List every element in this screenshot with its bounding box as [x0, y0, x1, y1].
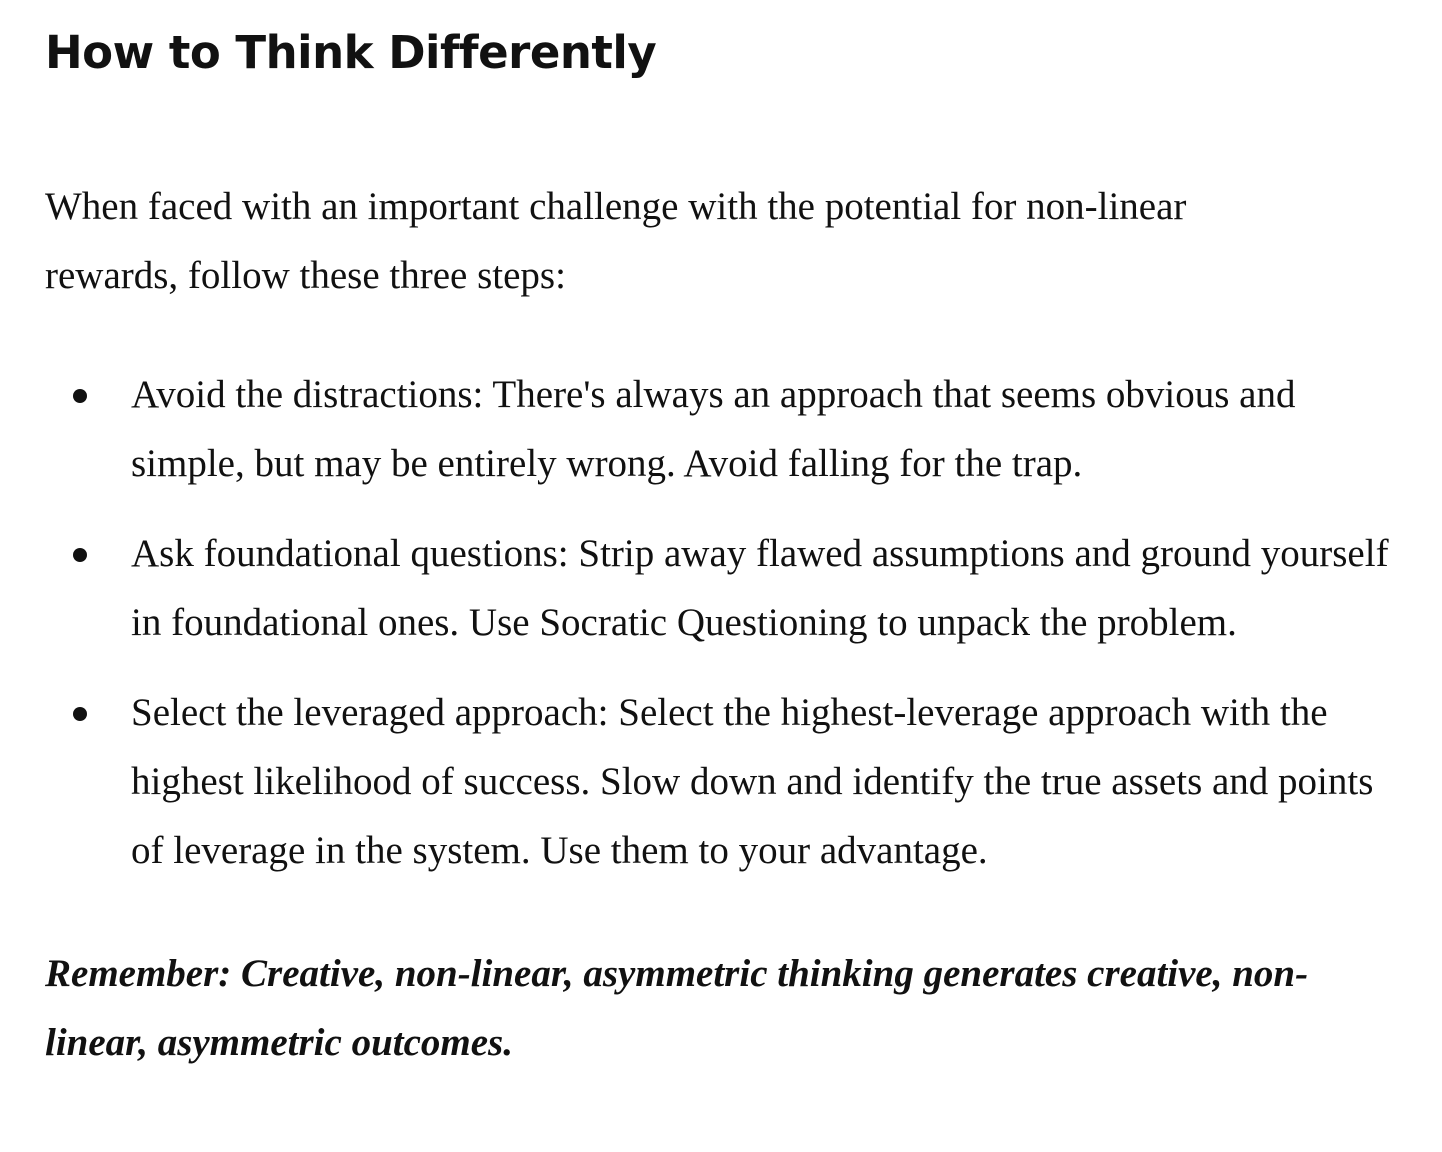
list-item	[45, 678, 1402, 885]
bullet-icon	[73, 707, 87, 721]
article-title: How to Think Differently	[45, 26, 657, 79]
list-item	[45, 360, 1402, 498]
steps-list	[45, 360, 1402, 885]
list-item	[45, 519, 1402, 657]
step-text: Select the leveraged approach: Select the highest-leverage approach with the highest likelihood of success. Slow down and identify the true assets and points of leverage in the system. Use them to your advantage.	[131, 691, 1374, 872]
bullet-icon	[73, 389, 87, 403]
intro-paragraph: When faced with an important challenge with the potential for non-linear rewards, follow these three steps:	[45, 185, 1187, 297]
step-text: Avoid the distractions: There's always an approach that seems obvious and simple, but may be entirely wrong. Avoid falling for the trap.	[131, 373, 1296, 485]
bullet-icon	[73, 548, 87, 562]
reminder-callout: Remember: Creative, non-linear, asymmetric thinking generates creative, non-linear, asymmetric outcomes.	[45, 952, 1309, 1064]
step-text: Ask foundational questions: Strip away flawed assumptions and ground yourself in foundational ones. Use Socratic Questioning to unpack the problem.	[131, 532, 1389, 644]
